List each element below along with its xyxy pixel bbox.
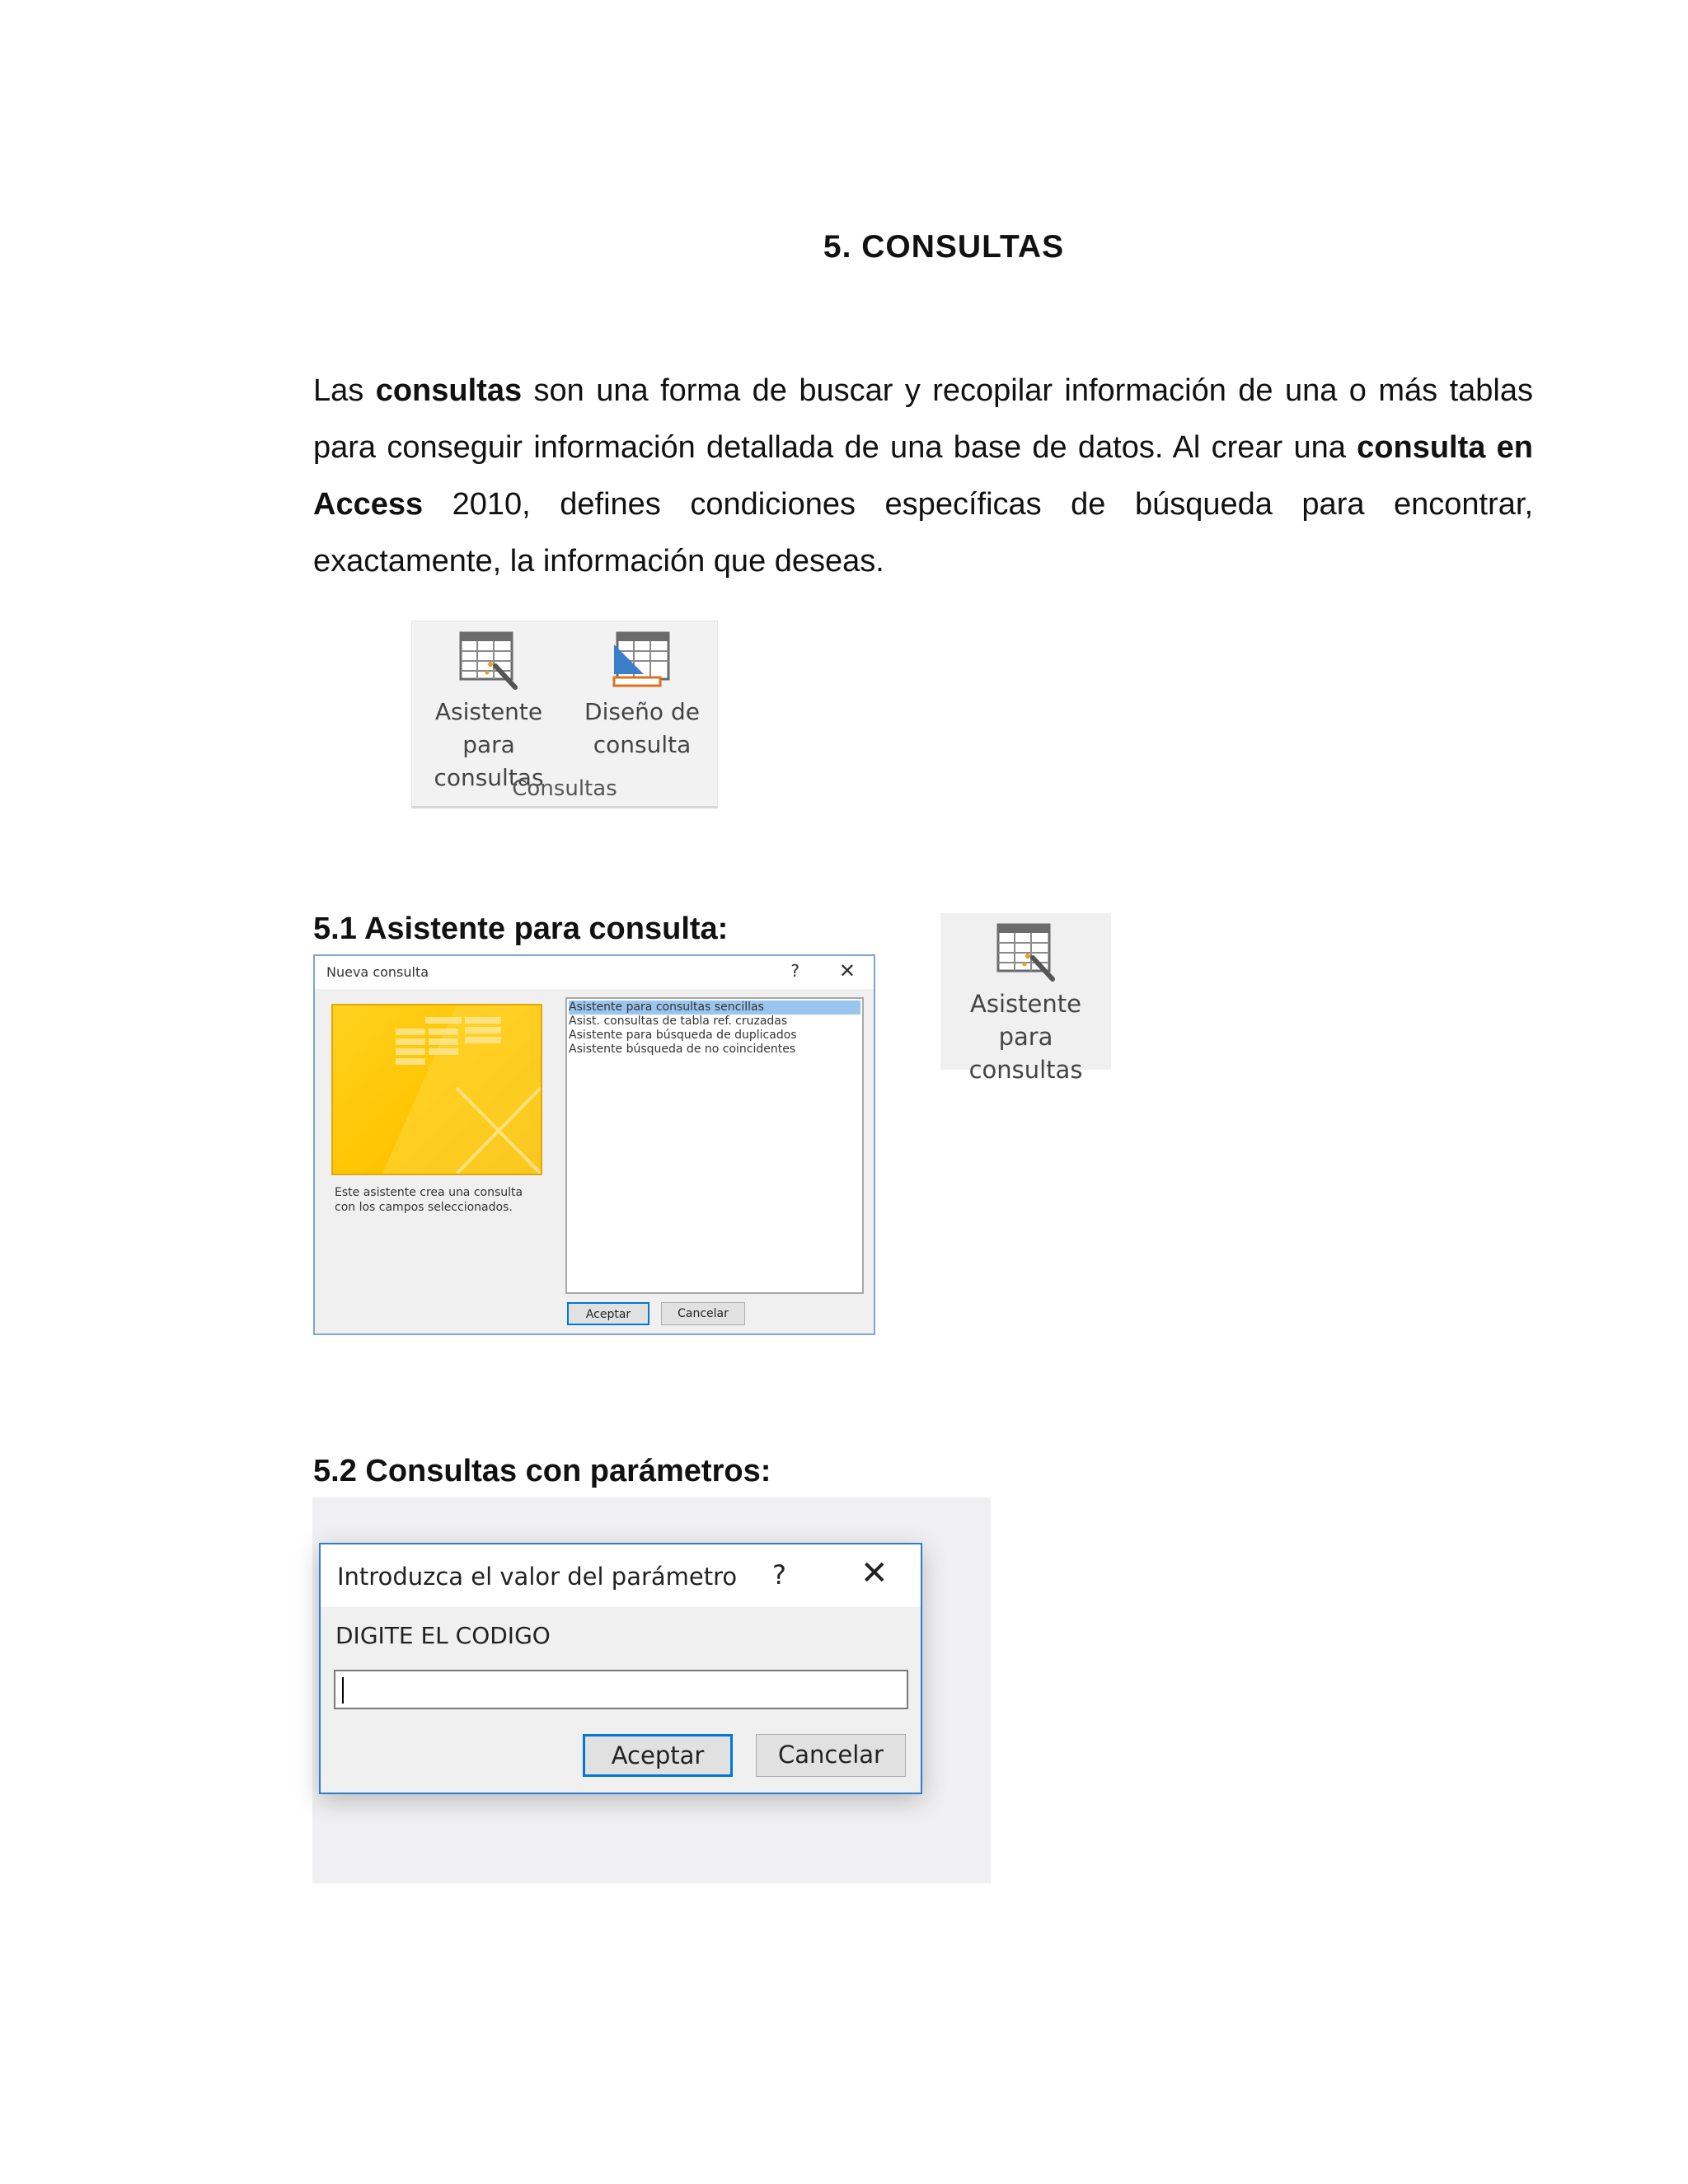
help-icon[interactable]: ?	[772, 1559, 786, 1591]
section-heading-5-2: 5.2 Consultas con parámetros:	[313, 1454, 771, 1488]
dialog-titlebar	[321, 1544, 921, 1607]
cancel-button[interactable]: Cancelar	[756, 1734, 906, 1777]
new-query-dialog	[313, 954, 875, 1335]
ribbon-group-consultas	[411, 621, 718, 808]
query-design-button[interactable]: Diseño de consulta	[565, 630, 719, 762]
close-icon[interactable]: ✕	[860, 1554, 889, 1592]
dialog-title: Introduzca el valor del parámetro	[337, 1563, 738, 1591]
help-icon[interactable]: ?	[790, 961, 799, 981]
parameter-prompt: DIGITE EL CODIGO	[335, 1622, 551, 1649]
section-heading-5-1: 5.1 Asistente para consulta:	[313, 912, 729, 946]
wizard-preview-image	[331, 1004, 542, 1175]
bold-term-consultas: consultas	[375, 373, 523, 408]
query-wizard-ribbon-button[interactable]: Asistente para consultas	[940, 913, 1111, 1070]
accept-button[interactable]: Aceptar	[567, 1302, 649, 1325]
text-caret	[342, 1677, 344, 1704]
cancel-button[interactable]: Cancelar	[661, 1302, 745, 1325]
dialog-title: Nueva consulta	[326, 964, 429, 980]
ribbon-group-label: Consultas	[512, 776, 617, 801]
bold-term-consulta-access: consulta en Access	[313, 430, 1533, 522]
close-icon[interactable]: ✕	[838, 959, 856, 982]
wizard-description: Este asistente crea una consulta con los campos seleccionados.	[335, 1186, 523, 1214]
query-wizard-button[interactable]: Asistente para consultas	[412, 630, 565, 794]
parameter-value-input[interactable]	[334, 1670, 908, 1709]
list-item[interactable]: Asist. consultas de tabla ref. cruzadas	[569, 1015, 788, 1028]
accept-button[interactable]: Aceptar	[583, 1734, 733, 1777]
query-wizard-icon	[995, 921, 1057, 982]
parameter-dialog	[319, 1543, 922, 1794]
list-item[interactable]: Asistente búsqueda de no coincidentes	[569, 1043, 796, 1056]
intro-paragraph: Las consultas son una forma de buscar y recopilar información de una o más tablas para conseguir información detallada de una base de datos. Al crear una consulta en Access 2010, defines condiciones específicas de búsqueda para encontrar, exactamente, la información que deseas.	[313, 373, 1533, 579]
query-design-icon	[611, 630, 673, 691]
dialog-titlebar	[315, 956, 874, 989]
list-item[interactable]: Asistente para búsqueda de duplicados	[569, 1029, 797, 1042]
page-title: 5. CONSULTAS	[823, 229, 1065, 265]
query-wizard-icon	[457, 630, 520, 691]
wizard-options-list[interactable]	[565, 997, 864, 1294]
list-item[interactable]: Asistente para consultas sencillas	[569, 1001, 860, 1015]
